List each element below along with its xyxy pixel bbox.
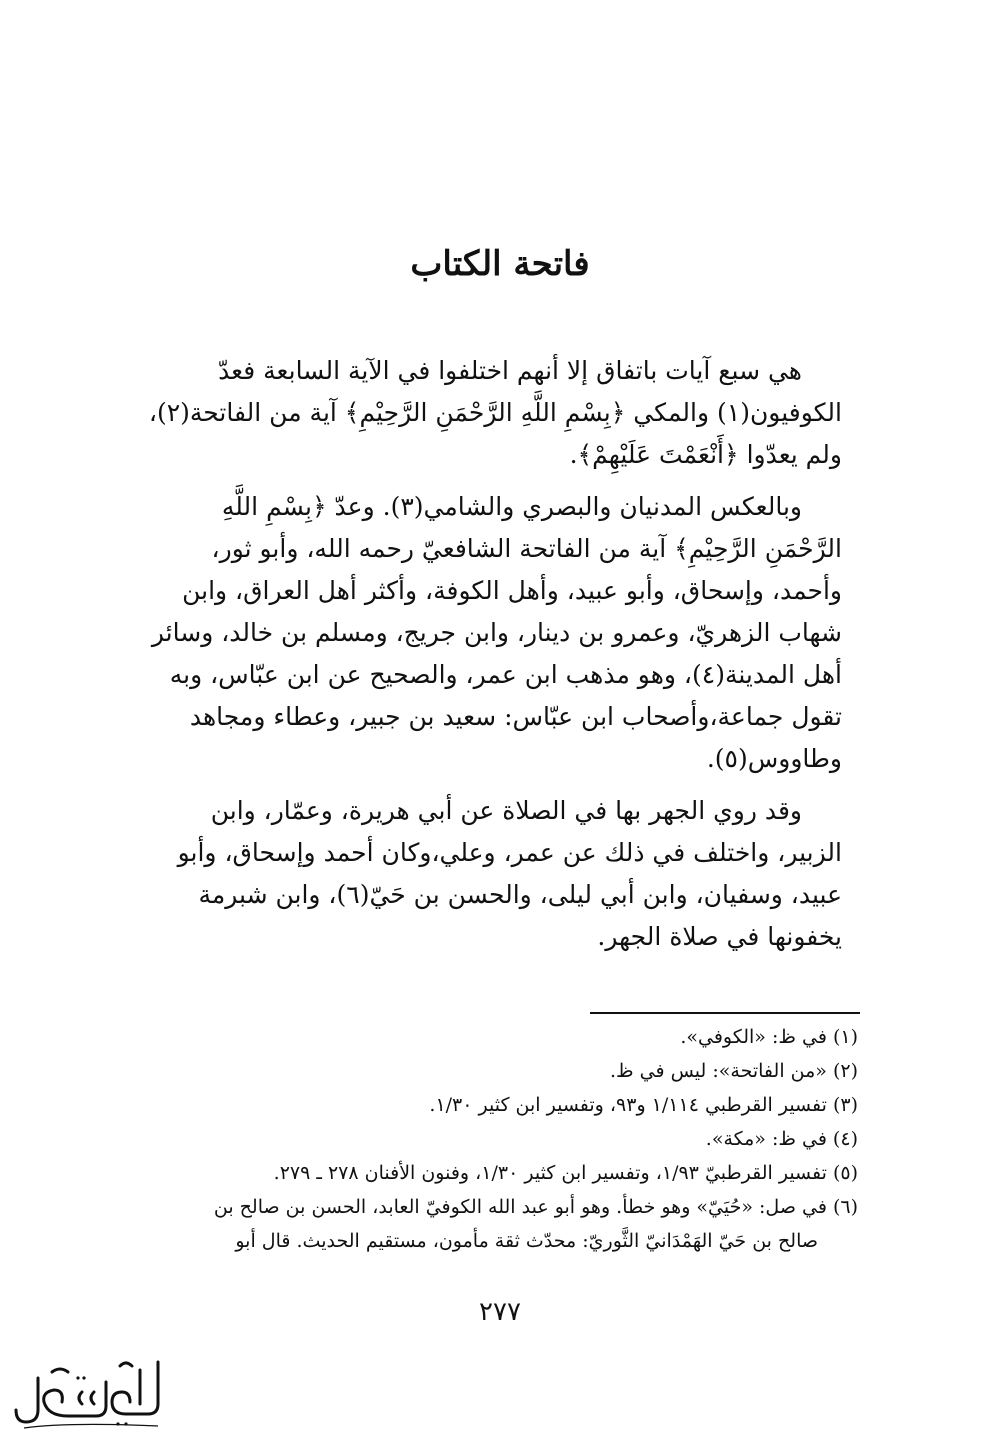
text-line: الرَّحْمَنِ الرَّحِيْمِ﴾ آية من الفاتحة الشافعيّ رحمه الله، وأبو ثور،: [211, 534, 842, 563]
text-line: الكوفيون(١) والمكي ﴿بِسْمِ اللَّهِ الرَّحْمَنِ الرَّحِيْمِ﴾ آية من الفاتحة(٢)،: [148, 398, 842, 427]
footnote-3: (٣) تفسير القرطبي ١/١١٤ و٩٣، وتفسير ابن كثير ١/٣٠.: [429, 1094, 858, 1116]
footnote-1: (١) في ظ: «الكوفي».: [680, 1026, 858, 1048]
footnote-divider: [590, 1012, 860, 1014]
footnote-5: (٥) تفسير القرطبيّ ١/٩٣، وتفسير ابن كثير ١/٣٠، وفنون الأفنان ٢٧٨ ـ ٢٧٩.: [273, 1162, 858, 1184]
text-line: تقول جماعة،وأصحاب ابن عبّاس: سعيد بن جبير، وعطاء ومجاهد: [189, 702, 842, 731]
paragraph-1: [148, 350, 842, 476]
footnotes: [158, 1020, 858, 1258]
paragraph-3: [166, 790, 842, 958]
text-line: وبالعكس المدنيان والبصري والشامي(٣). وعدّ ﴿بِسْمِ اللَّهِ: [221, 492, 802, 521]
text-line: أهل المدينة(٤)، وهو مذهب ابن عمر، والصحيح عن ابن عبّاس، وبه: [169, 660, 842, 689]
page-number: ٢٧٧: [479, 1297, 521, 1327]
footnote-6: (٦) في صل: «حُيَيّ» وهو خطأ. وهو أبو عبد الله الكوفيّ العابد، الحسن بن صالح بن: [213, 1196, 858, 1218]
text-line: وقد روي الجهر بها في الصلاة عن أبي هريرة، وعمّار، وابن: [210, 796, 802, 825]
footnote-4: (٤) في ظ: «مكة».: [705, 1128, 858, 1150]
body-text: [148, 350, 842, 968]
text-line: يخفونها في صلاة الجهر.: [597, 922, 842, 951]
text-line: عبيد، وسفيان، وابن أبي ليلى، والحسن بن حَيّ(٦)، وابن شبرمة: [198, 880, 842, 909]
paragraph-2: [151, 486, 842, 780]
footnote-6-continued: صالح بن حَيّ الهَمْدَانيّ الثَّوريّ: محدّث ثقة مأمون، مستقيم الحديث. قال أبو: [235, 1230, 818, 1252]
text-line: هي سبع آيات باتفاق إلا أنهم اختلفوا في الآية السابعة فعدّ: [218, 356, 802, 385]
footnote-2: (٢) «من الفاتحة»: ليس في ظ.: [609, 1060, 858, 1082]
text-line: ولم يعدّوا ﴿أَنْعَمْتَ عَلَيْهِمْ﴾.: [569, 440, 842, 469]
text-line: وطاووس(٥).: [706, 744, 842, 773]
chapter-title: فاتحة الكتاب: [410, 244, 590, 284]
text-line: شهاب الزهريّ، وعمرو بن دينار، وابن جريج، ومسلم بن خالد، وسائر: [151, 618, 842, 647]
text-line: الزبير، واختلف في ذلك عن عمر، وعلي،وكان أحمد وإسحاق، وأبو: [177, 838, 842, 867]
text-line: وأحمد، وإسحاق، وأبو عبيد، وأهل الكوفة، وأكثر أهل العراق، وابن: [182, 576, 842, 605]
publisher-logo: [8, 1352, 168, 1432]
